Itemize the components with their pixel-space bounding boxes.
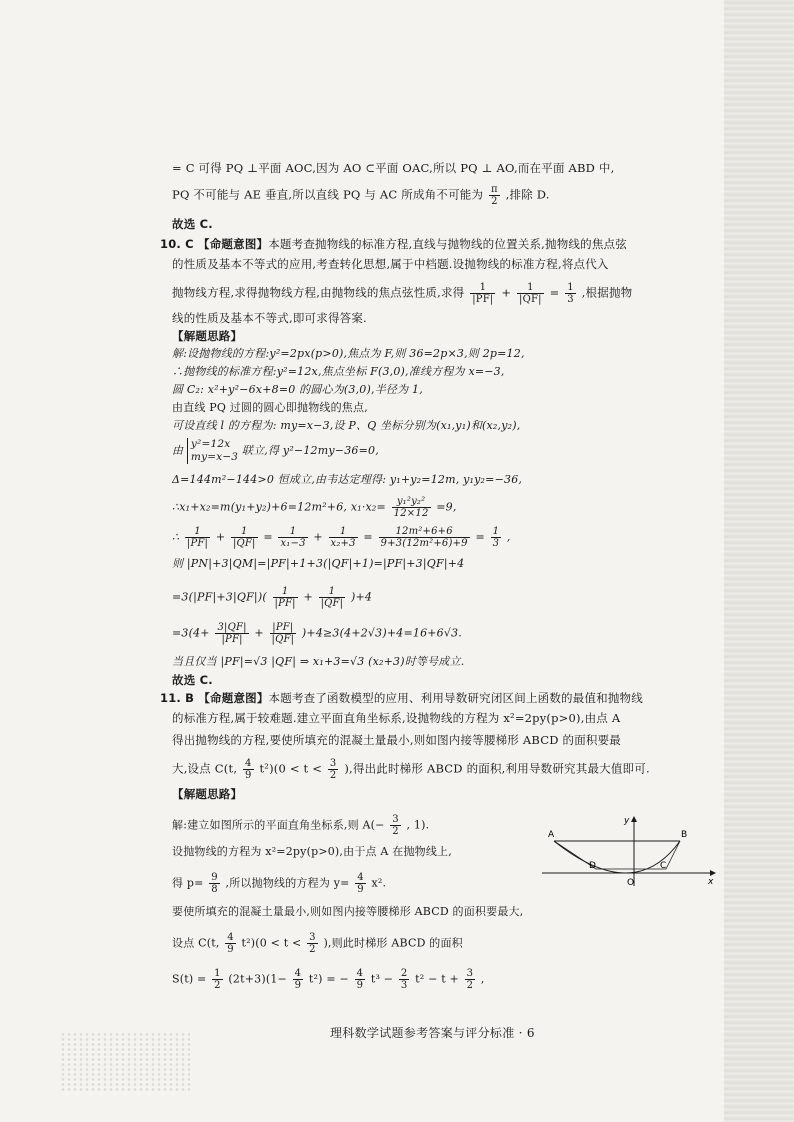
q10-step-12 xyxy=(172,622,462,645)
y-axis-arrow xyxy=(631,816,637,822)
frac-den: 2 xyxy=(214,980,221,991)
frac-num: 1 xyxy=(492,526,500,537)
q11-step-5-text: 设点 C(t, xyxy=(172,936,220,950)
frac-den: 9 xyxy=(356,980,364,991)
frac xyxy=(399,968,410,991)
q11-step-2: 设抛物线的方程为 x²=2py(p>0),由于点 A 在抛物线上, xyxy=(172,845,452,858)
frac-den: 2 xyxy=(491,196,498,207)
q11-step-4: 要使所填充的混凝土量最小,则如图内接等腰梯形 ABCD 的面积要最大, xyxy=(172,905,524,918)
q10-step-8-end: =9, xyxy=(436,500,457,514)
frac xyxy=(328,758,339,781)
intro-line-2 xyxy=(172,184,550,207)
q10-conclusion: 故选 C. xyxy=(172,673,213,687)
page-footer: 理科数学试题参考答案与评分标准 · 6 xyxy=(330,1026,535,1040)
frac xyxy=(307,932,318,955)
frac-den: 2 xyxy=(392,826,399,837)
frac xyxy=(465,968,476,991)
q10-step-5: 可设直线 l 的方程为: my=x−3,设 P、Q 坐标分别为(x₁,y₁)和(x₂,y₂), xyxy=(172,419,521,432)
label-o: O xyxy=(627,878,635,888)
frac xyxy=(355,968,366,991)
q10-step-13: 当且仅当 |PF|=√3 |QF| ⇒ x₁+3=√3 (x₂+3)时等号成立. xyxy=(172,655,465,668)
frac-num: 12m²+6+6 xyxy=(379,526,470,538)
q10-intent-line-1 xyxy=(160,236,627,252)
q11-step-1-end: , 1). xyxy=(406,818,430,832)
q10-step-2: ∴抛物线的标准方程:y²=12x,焦点坐标 F(3,0),准线方程为 x=−3, xyxy=(172,365,505,378)
label-c: C xyxy=(660,861,667,871)
frac xyxy=(215,622,248,645)
frac-den: 2 xyxy=(329,770,337,781)
frac-num: 1 xyxy=(185,526,210,538)
q11-step-5-mid: t²)(0 < t < xyxy=(241,936,302,950)
intro-line-2-end: ,排除 D. xyxy=(505,187,550,202)
frac-den: |QF| xyxy=(519,294,542,305)
q10-frac-1-pf xyxy=(470,282,495,305)
frac xyxy=(329,526,358,549)
frac-num: 4 xyxy=(294,968,302,979)
q10-intent-text-3-end: ,根据抛物 xyxy=(581,285,633,300)
q10-step-4: 由直线 PQ 过圆的圆心即抛物线的焦点, xyxy=(172,401,368,414)
q11-heading: 11. B 【命题意图】 xyxy=(160,691,269,705)
plus-sign: + xyxy=(303,590,313,604)
q10-step-3: 圆 C₂: x²+y²−6x+8=0 的圆心为(3,0),半径为 1, xyxy=(172,383,423,396)
q11-step-1 xyxy=(172,814,429,837)
q11-step-6-d: t³ − xyxy=(370,972,394,986)
frac-den: 9 xyxy=(294,980,302,991)
q11-solution-heading: 【解题思路】 xyxy=(172,787,243,801)
frac-den: 9 xyxy=(227,944,234,955)
frac xyxy=(379,526,470,549)
q11-step-6-c: t²) = − xyxy=(308,972,349,986)
equation-system xyxy=(187,438,238,464)
frac-den: |QF| xyxy=(320,598,344,609)
q10-intent-line-3 xyxy=(172,282,632,305)
q10-step-11-text: =3(|PF|+3|QF|)( xyxy=(172,590,267,604)
q11-step-3-mid: ,所以抛物线的方程为 y= xyxy=(225,876,350,890)
frac xyxy=(243,758,254,781)
frac-den: 9 xyxy=(245,770,252,781)
q11-step-5-end: ),则此时梯形 ABCD 的面积 xyxy=(323,936,463,950)
frac xyxy=(293,968,304,991)
comma: , xyxy=(480,972,485,986)
frac-den: x₂+3 xyxy=(330,538,356,549)
q10-solution-heading: 【解题思路】 xyxy=(172,329,243,343)
q10-step-12-text: =3(4+ xyxy=(172,626,210,640)
intro-conclusion: 故选 C. xyxy=(172,217,213,231)
q10-step-7: Δ=144m²−144>0 恒成立,由韦达定理得: y₁+y₂=12m, y₁y₂=−36, xyxy=(172,473,523,486)
scan-edge-artifact xyxy=(724,0,794,1122)
q10-frac-1-3 xyxy=(565,282,576,305)
q11-step-6 xyxy=(172,968,485,991)
q10-step-9 xyxy=(172,526,511,549)
frac-den: 3 xyxy=(567,294,574,305)
parabola-trapezoid-figure xyxy=(538,808,718,888)
frac xyxy=(390,814,401,837)
frac-den: 2 xyxy=(466,980,474,991)
frac xyxy=(491,526,502,549)
frac xyxy=(185,526,210,549)
q10-intent-text-3: 抛物线方程,求得抛物线方程,由抛物线的焦点弦性质,求得 xyxy=(172,285,465,300)
q11-intent-line-4 xyxy=(172,758,650,781)
frac-num: 3 xyxy=(329,758,337,769)
q11-step-3 xyxy=(172,872,386,895)
frac-num: 9 xyxy=(211,872,218,883)
frac-den: |PF| xyxy=(274,598,296,609)
frac-num: 4 xyxy=(245,758,252,769)
frac xyxy=(355,872,366,895)
plus-sign: + xyxy=(215,530,226,544)
frac-num: 1 xyxy=(567,282,574,293)
q11-intent-line-2: 的标准方程,属于较难题.建立平面直角坐标系,设抛物线的方程为 x²=2py(p>0),由点 A xyxy=(172,711,621,725)
frac xyxy=(212,968,223,991)
q11-step-6-b: (2t+3)(1− xyxy=(228,972,287,986)
scan-noise-artifact xyxy=(60,1032,190,1092)
frac-num: 4 xyxy=(227,932,234,943)
comma: , xyxy=(506,530,511,544)
therefore-sign: ∴ xyxy=(172,530,180,544)
frac-num: 1 xyxy=(517,282,544,294)
intro-line-2-text: PQ 不可能与 AE 垂直,所以直线 PQ 与 AC 所成角不可能为 xyxy=(172,187,484,202)
plus-sign: + xyxy=(313,530,323,544)
equals-sign: = xyxy=(549,285,560,300)
frac-num: 1 xyxy=(278,526,307,538)
frac-num: 1 xyxy=(319,586,346,598)
pi-over-2-fraction xyxy=(489,184,500,207)
frac-den: 2 xyxy=(309,944,316,955)
label-x: x xyxy=(708,877,714,887)
frac-den: 8 xyxy=(211,884,218,895)
frac-num: 3|QF| xyxy=(217,622,247,633)
q10-step-6-post: 联立,得 y²−12my−36=0, xyxy=(241,444,379,457)
q11-step-5 xyxy=(172,932,463,955)
x-axis-arrow xyxy=(710,870,716,876)
q10-step-8-text: ∴x₁+x₂=m(y₁+y₂)+6=12m²+6, x₁·x₂= xyxy=(172,500,386,514)
q10-step-1: 解:设抛物线的方程:y²=2px(p>0),焦点为 F,则 36=2p×3,则 2p=12, xyxy=(172,347,525,360)
frac-den: |QF| xyxy=(232,538,256,549)
frac-den: x₁−3 xyxy=(280,538,306,549)
frac-den: |QF| xyxy=(271,634,295,645)
q10-step-11 xyxy=(172,586,372,609)
frac-den: |PF| xyxy=(472,294,494,305)
label-y: y xyxy=(624,816,630,826)
q11-step-3-end: x². xyxy=(371,876,387,890)
q11-intent-text-4: 大,设点 C(t, xyxy=(172,761,238,776)
q10-step-11-end: )+4 xyxy=(350,590,373,604)
label-d: D xyxy=(589,861,596,871)
system-eq-2: my=x−3 xyxy=(190,451,239,463)
q10-step-6-pre: 由 xyxy=(172,444,184,457)
plus-sign: + xyxy=(501,285,512,300)
q10-frac-1-qf xyxy=(517,282,544,305)
plus-sign: + xyxy=(254,626,264,640)
q10-intent-line-4: 线的性质及基本不等式,即可求得答案. xyxy=(172,311,367,325)
frac-den: |PF| xyxy=(186,538,209,549)
q10-frac-y1y2 xyxy=(392,496,431,519)
frac-den: 3 xyxy=(400,980,408,991)
frac-num: 1 xyxy=(470,282,495,294)
frac-num: 1 xyxy=(329,526,358,538)
frac-den: |PF| xyxy=(221,634,243,645)
frac-num: y₁²y₂² xyxy=(392,496,431,508)
frac xyxy=(270,622,297,645)
q10-step-6 xyxy=(172,438,379,464)
q11-intent-text-4c: ),得出此时梯形 ABCD 的面积,利用导数研究其最大值即可. xyxy=(344,761,650,776)
q11-intent-text-4b: t²)(0 < t < xyxy=(259,761,323,776)
frac-num: 4 xyxy=(357,872,364,883)
q11-intent-text-1: 本题考查了函数模型的应用、利用导数研究闭区间上函数的最值和抛物线 xyxy=(268,691,643,705)
frac xyxy=(225,932,236,955)
q11-step-3-text: 得 p= xyxy=(172,876,204,890)
frac-den: 9 xyxy=(357,884,364,895)
q10-heading: 10. C 【命题意图】 xyxy=(160,237,269,251)
frac-num: 3 xyxy=(466,968,474,979)
frac-num: 3 xyxy=(309,932,316,943)
frac-num: 1 xyxy=(214,968,221,979)
equals-sign: = xyxy=(475,530,485,544)
q10-step-10: 则 |PN|+3|QM|=|PF|+1+3(|QF|+1)=|PF|+3|QF|+4 xyxy=(172,557,465,570)
equals-sign: = xyxy=(363,530,373,544)
frac xyxy=(209,872,220,895)
frac-num: 2 xyxy=(400,968,408,979)
q10-step-8 xyxy=(172,496,457,519)
frac xyxy=(278,526,307,549)
label-a: A xyxy=(548,830,555,840)
q11-step-1-text: 解:建立如图所示的平面直角坐标系,则 A(− xyxy=(172,818,385,832)
frac xyxy=(319,586,346,609)
frac-num: |PF| xyxy=(270,622,297,634)
frac-den: 12×12 xyxy=(393,508,429,519)
frac xyxy=(231,526,258,549)
system-eq-1: y²=12x xyxy=(190,438,231,450)
frac-num: π xyxy=(491,184,498,195)
q11-intent-line-3: 得出抛物线的方程,要使所填充的混凝土量最小,则如图内接等腰梯形 ABCD 的面积要最 xyxy=(172,733,622,747)
frac-num: 4 xyxy=(356,968,364,979)
q11-intent-line-1 xyxy=(160,690,643,706)
equals-sign: = xyxy=(263,530,273,544)
q10-intent-text-1: 本题考查抛物线的标准方程,直线与抛物线的位置关系,抛物线的焦点弦 xyxy=(268,237,627,251)
frac-den: 3 xyxy=(492,538,500,549)
q10-intent-line-2: 的性质及基本不等式的应用,考查转化思想,属于中档题.设抛物线的标准方程,将点代入 xyxy=(172,257,609,271)
q11-step-6-text: S(t) = xyxy=(172,972,207,986)
frac-num: 1 xyxy=(231,526,258,538)
frac-den: 9+3(12m²+6)+9 xyxy=(380,538,468,549)
intro-line-1: = C 可得 PQ ⊥平面 AOC,因为 AO ⊂平面 OAC,所以 PQ ⊥ AO,而在平面 ABD 中, xyxy=(172,161,615,175)
q11-step-6-e: t² − t + xyxy=(415,972,459,986)
frac-num: 3 xyxy=(392,814,399,825)
q10-step-12-end: )+4≥3(4+2√3)+4=16+6√3. xyxy=(301,626,462,640)
frac-num: 1 xyxy=(273,586,298,598)
frac xyxy=(273,586,298,609)
label-b: B xyxy=(681,830,688,840)
